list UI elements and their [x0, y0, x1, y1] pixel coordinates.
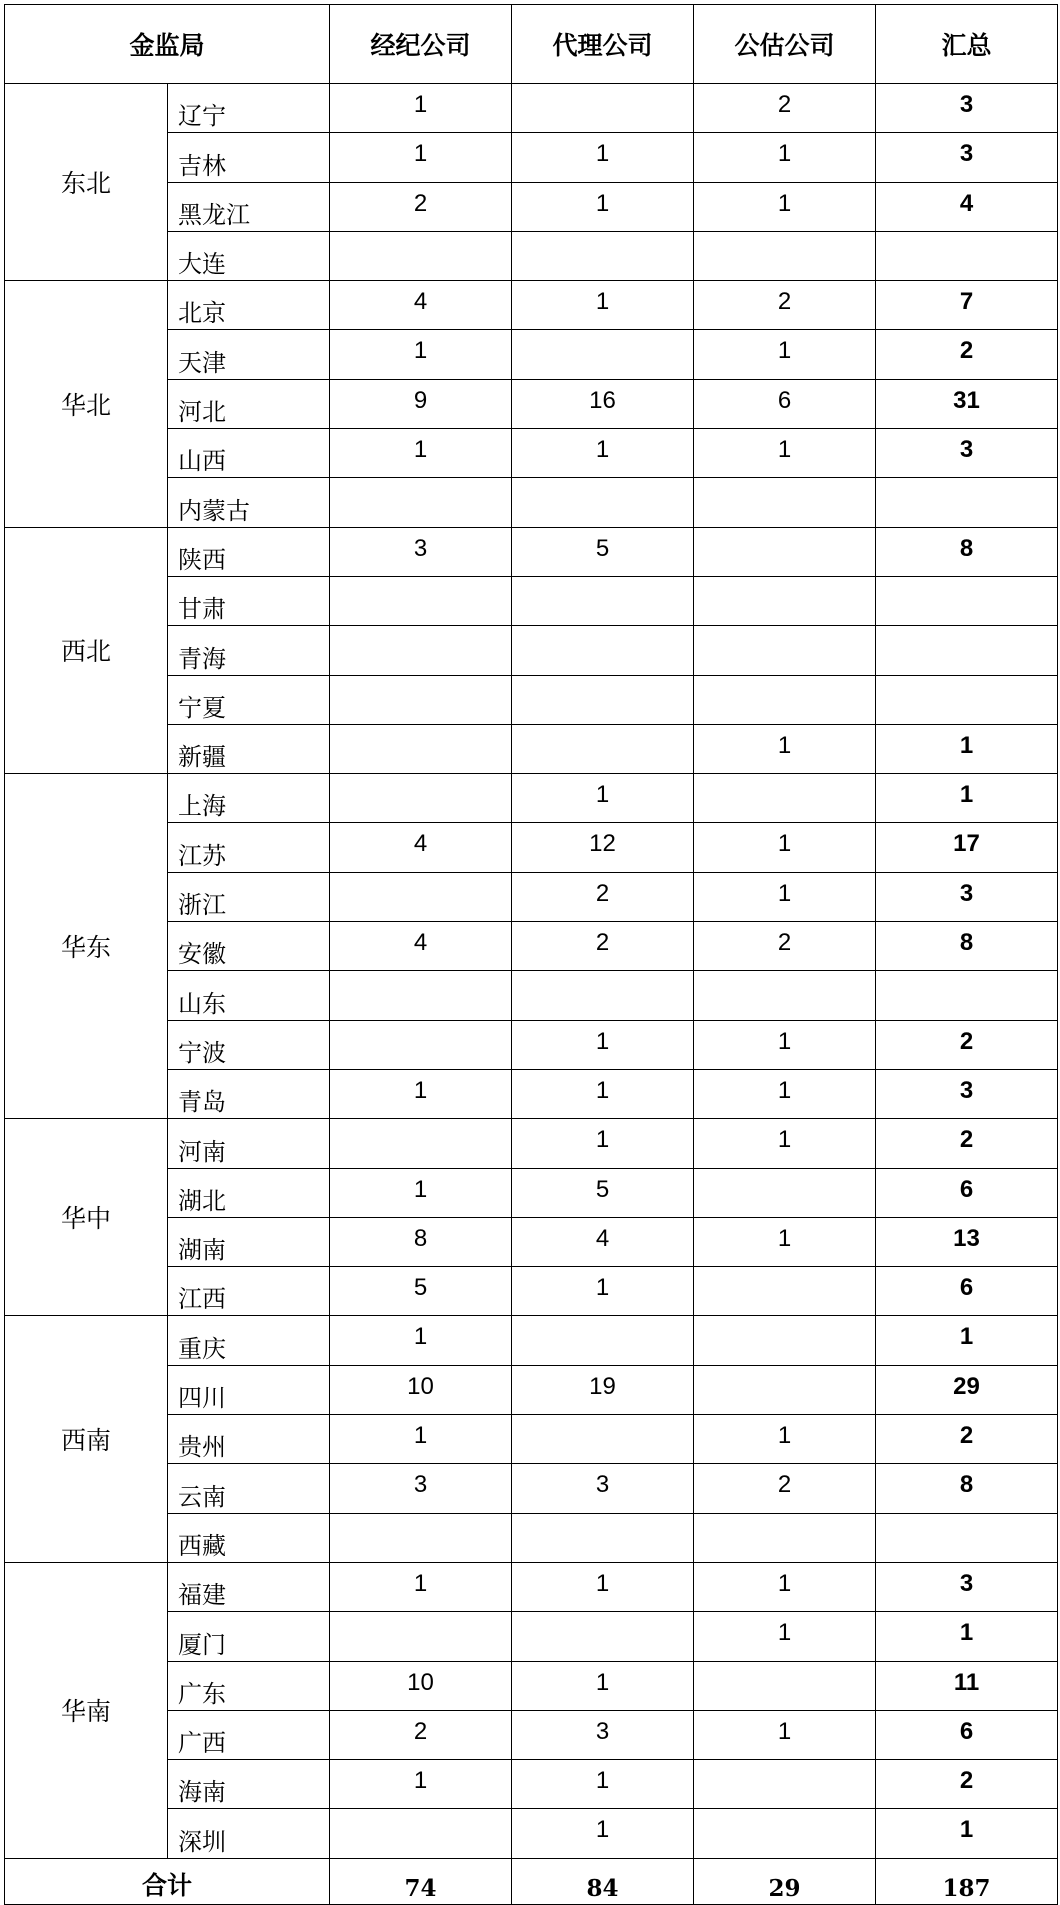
province-name: 重庆 [168, 1316, 330, 1365]
row-total: 3 [876, 84, 1058, 133]
table-row [5, 1562, 1058, 1611]
province-name: 福建 [168, 1562, 330, 1611]
province-name: 黑龙江 [168, 182, 330, 231]
broker-count: 1 [330, 1168, 512, 1217]
adjuster-count [694, 1513, 876, 1562]
footer-agent: 84 [512, 1858, 694, 1904]
footer-broker: 74 [330, 1858, 512, 1904]
adjuster-count: 1 [694, 1710, 876, 1759]
agent-count: 1 [512, 1069, 694, 1118]
row-total: 29 [876, 1365, 1058, 1414]
row-total: 6 [876, 1267, 1058, 1316]
broker-count: 1 [330, 330, 512, 379]
row-total: 11 [876, 1661, 1058, 1710]
agent-count: 1 [512, 1661, 694, 1710]
broker-count: 2 [330, 182, 512, 231]
province-name: 吉林 [168, 133, 330, 182]
province-name: 山东 [168, 971, 330, 1020]
agent-count: 1 [512, 1119, 694, 1168]
agent-count [512, 330, 694, 379]
region-name: 华中 [5, 1119, 168, 1316]
agent-count [512, 84, 694, 133]
agent-count: 4 [512, 1217, 694, 1266]
row-total: 1 [876, 724, 1058, 773]
province-name: 云南 [168, 1464, 330, 1513]
broker-count: 4 [330, 922, 512, 971]
footer-label: 合计 [5, 1858, 330, 1904]
agent-count: 1 [512, 1562, 694, 1611]
province-name: 上海 [168, 774, 330, 823]
adjuster-count: 1 [694, 823, 876, 872]
row-total [876, 971, 1058, 1020]
broker-count: 2 [330, 1710, 512, 1759]
adjuster-count: 1 [694, 1612, 876, 1661]
adjuster-count [694, 1809, 876, 1858]
row-total: 3 [876, 429, 1058, 478]
broker-count: 10 [330, 1365, 512, 1414]
province-name: 安徽 [168, 922, 330, 971]
row-total: 2 [876, 330, 1058, 379]
agent-count [512, 1513, 694, 1562]
broker-count: 1 [330, 1069, 512, 1118]
adjuster-count: 1 [694, 1217, 876, 1266]
agent-count [512, 675, 694, 724]
region-name: 华东 [5, 774, 168, 1119]
header-total: 汇总 [876, 5, 1058, 84]
row-total: 8 [876, 527, 1058, 576]
agent-count: 2 [512, 922, 694, 971]
agent-count: 1 [512, 774, 694, 823]
adjuster-count: 1 [694, 133, 876, 182]
broker-count: 4 [330, 823, 512, 872]
broker-count: 1 [330, 1760, 512, 1809]
adjuster-count [694, 1267, 876, 1316]
province-name: 宁夏 [168, 675, 330, 724]
row-total: 2 [876, 1760, 1058, 1809]
broker-count: 10 [330, 1661, 512, 1710]
adjuster-count: 1 [694, 1562, 876, 1611]
province-name: 河北 [168, 379, 330, 428]
province-name: 大连 [168, 231, 330, 280]
row-total: 1 [876, 1316, 1058, 1365]
agent-count [512, 1316, 694, 1365]
row-total: 1 [876, 1809, 1058, 1858]
row-total [876, 231, 1058, 280]
province-name: 内蒙古 [168, 478, 330, 527]
row-total: 3 [876, 133, 1058, 182]
adjuster-count: 2 [694, 84, 876, 133]
broker-count [330, 971, 512, 1020]
province-name: 海南 [168, 1760, 330, 1809]
broker-count: 1 [330, 1316, 512, 1365]
footer-row [5, 1858, 1058, 1904]
table-row [5, 84, 1058, 133]
row-total [876, 1513, 1058, 1562]
adjuster-count [694, 527, 876, 576]
adjuster-count [694, 971, 876, 1020]
province-name: 江苏 [168, 823, 330, 872]
broker-count [330, 626, 512, 675]
agent-count [512, 478, 694, 527]
row-total: 2 [876, 1415, 1058, 1464]
province-name: 山西 [168, 429, 330, 478]
region-name: 东北 [5, 84, 168, 281]
province-name: 北京 [168, 281, 330, 330]
province-name: 青海 [168, 626, 330, 675]
row-total: 3 [876, 1069, 1058, 1118]
table-row [5, 774, 1058, 823]
row-total: 8 [876, 922, 1058, 971]
region-name: 西南 [5, 1316, 168, 1562]
header-agent: 代理公司 [512, 5, 694, 84]
province-name: 江西 [168, 1267, 330, 1316]
broker-count: 3 [330, 527, 512, 576]
adjuster-count [694, 576, 876, 625]
adjuster-count [694, 774, 876, 823]
broker-count: 1 [330, 133, 512, 182]
adjuster-count [694, 1760, 876, 1809]
row-total [876, 675, 1058, 724]
agent-count: 16 [512, 379, 694, 428]
province-name: 贵州 [168, 1415, 330, 1464]
table-row [5, 1316, 1058, 1365]
province-name: 陕西 [168, 527, 330, 576]
table-body [5, 84, 1058, 1859]
agent-count: 12 [512, 823, 694, 872]
agent-count [512, 626, 694, 675]
header-broker: 经纪公司 [330, 5, 512, 84]
adjuster-count: 1 [694, 1069, 876, 1118]
broker-count: 4 [330, 281, 512, 330]
broker-count: 1 [330, 1562, 512, 1611]
broker-count [330, 478, 512, 527]
adjuster-count: 1 [694, 182, 876, 231]
province-name: 青岛 [168, 1069, 330, 1118]
insurance-intermediary-table [4, 4, 1058, 1905]
row-total: 1 [876, 774, 1058, 823]
broker-count [330, 576, 512, 625]
province-name: 湖北 [168, 1168, 330, 1217]
adjuster-count: 1 [694, 1415, 876, 1464]
agent-count: 1 [512, 133, 694, 182]
agent-count: 1 [512, 1809, 694, 1858]
row-total: 1 [876, 1612, 1058, 1661]
header-row [5, 5, 1058, 84]
agent-count: 3 [512, 1710, 694, 1759]
agent-count: 19 [512, 1365, 694, 1414]
province-name: 四川 [168, 1365, 330, 1414]
adjuster-count [694, 231, 876, 280]
adjuster-count: 1 [694, 1119, 876, 1168]
agent-count: 1 [512, 1760, 694, 1809]
table-row [5, 527, 1058, 576]
agent-count: 1 [512, 1267, 694, 1316]
adjuster-count [694, 675, 876, 724]
broker-count [330, 1119, 512, 1168]
table-row [5, 281, 1058, 330]
province-name: 浙江 [168, 872, 330, 921]
region-name: 华南 [5, 1562, 168, 1858]
province-name: 西藏 [168, 1513, 330, 1562]
broker-count: 8 [330, 1217, 512, 1266]
province-name: 厦门 [168, 1612, 330, 1661]
broker-count: 1 [330, 1415, 512, 1464]
broker-count [330, 724, 512, 773]
footer-total: 187 [876, 1858, 1058, 1904]
broker-count [330, 675, 512, 724]
adjuster-count: 1 [694, 872, 876, 921]
row-total: 13 [876, 1217, 1058, 1266]
broker-count [330, 1020, 512, 1069]
row-total: 7 [876, 281, 1058, 330]
agent-count [512, 1612, 694, 1661]
agent-count: 1 [512, 1020, 694, 1069]
adjuster-count [694, 1168, 876, 1217]
province-name: 甘肃 [168, 576, 330, 625]
header-adjuster: 公估公司 [694, 5, 876, 84]
adjuster-count: 6 [694, 379, 876, 428]
agent-count: 3 [512, 1464, 694, 1513]
adjuster-count: 2 [694, 922, 876, 971]
broker-count: 9 [330, 379, 512, 428]
province-name: 深圳 [168, 1809, 330, 1858]
row-total: 2 [876, 1020, 1058, 1069]
header-region: 金监局 [5, 5, 330, 84]
region-name: 华北 [5, 281, 168, 527]
adjuster-count [694, 1316, 876, 1365]
province-name: 辽宁 [168, 84, 330, 133]
adjuster-count [694, 1365, 876, 1414]
agent-count: 2 [512, 872, 694, 921]
adjuster-count: 2 [694, 1464, 876, 1513]
broker-count [330, 774, 512, 823]
adjuster-count: 1 [694, 429, 876, 478]
province-name: 宁波 [168, 1020, 330, 1069]
row-total: 2 [876, 1119, 1058, 1168]
broker-count [330, 1809, 512, 1858]
row-total: 3 [876, 1562, 1058, 1611]
row-total: 8 [876, 1464, 1058, 1513]
broker-count: 1 [330, 429, 512, 478]
row-total: 6 [876, 1168, 1058, 1217]
agent-count [512, 1415, 694, 1464]
table-row [5, 1119, 1058, 1168]
agent-count [512, 576, 694, 625]
province-name: 湖南 [168, 1217, 330, 1266]
row-total: 6 [876, 1710, 1058, 1759]
row-total [876, 478, 1058, 527]
broker-count: 5 [330, 1267, 512, 1316]
row-total: 3 [876, 872, 1058, 921]
broker-count [330, 1612, 512, 1661]
agent-count [512, 231, 694, 280]
province-name: 天津 [168, 330, 330, 379]
broker-count: 3 [330, 1464, 512, 1513]
row-total: 31 [876, 379, 1058, 428]
adjuster-count: 2 [694, 281, 876, 330]
agent-count: 1 [512, 281, 694, 330]
adjuster-count [694, 626, 876, 675]
agent-count [512, 971, 694, 1020]
region-name: 西北 [5, 527, 168, 773]
province-name: 广东 [168, 1661, 330, 1710]
adjuster-count: 1 [694, 330, 876, 379]
agent-count: 1 [512, 429, 694, 478]
footer-adjuster: 29 [694, 1858, 876, 1904]
broker-count [330, 872, 512, 921]
broker-count [330, 231, 512, 280]
row-total: 17 [876, 823, 1058, 872]
province-name: 广西 [168, 1710, 330, 1759]
adjuster-count [694, 478, 876, 527]
adjuster-count: 1 [694, 724, 876, 773]
row-total: 4 [876, 182, 1058, 231]
agent-count: 5 [512, 527, 694, 576]
agent-count: 1 [512, 182, 694, 231]
province-name: 新疆 [168, 724, 330, 773]
province-name: 河南 [168, 1119, 330, 1168]
adjuster-count: 1 [694, 1020, 876, 1069]
agent-count [512, 724, 694, 773]
broker-count: 1 [330, 84, 512, 133]
row-total [876, 626, 1058, 675]
agent-count: 5 [512, 1168, 694, 1217]
row-total [876, 576, 1058, 625]
broker-count [330, 1513, 512, 1562]
